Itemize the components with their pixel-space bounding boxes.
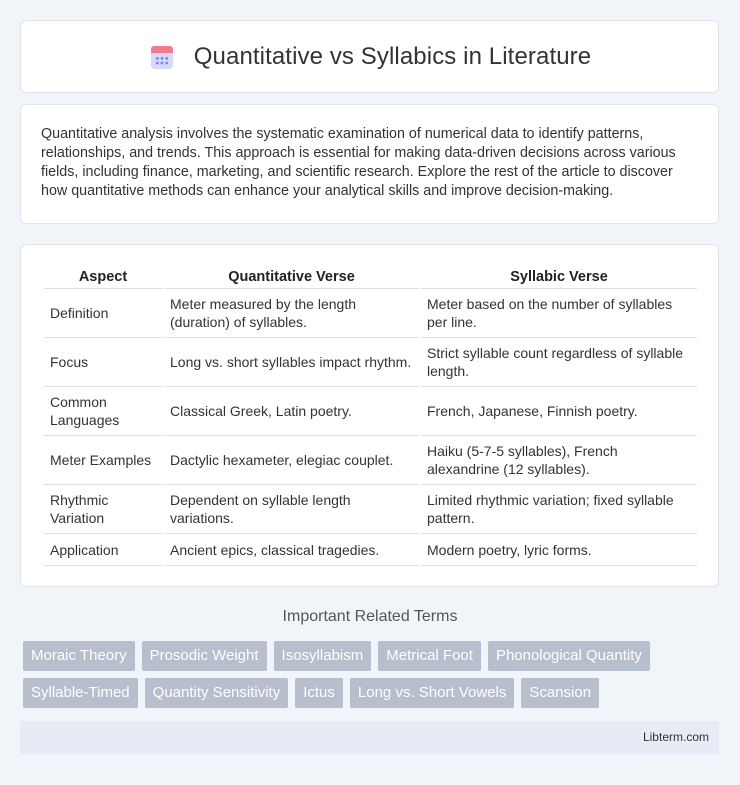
- related-terms-tags: [23, 641, 713, 715]
- table-header-row: [44, 263, 697, 289]
- tag-long-vs-short-vowels[interactable]: Long vs. Short Vowels: [350, 678, 514, 708]
- tag-moraic-theory[interactable]: Moraic Theory: [23, 641, 135, 671]
- table-cell-syllabic: Modern poetry, lyric forms.: [421, 534, 697, 566]
- tag-row: [23, 641, 713, 671]
- comparison-table: [42, 263, 699, 566]
- tag-phonological-quantity[interactable]: Phonological Quantity: [488, 641, 650, 671]
- footer-site-link[interactable]: Libterm.com: [642, 730, 709, 744]
- related-terms-heading: Important Related Terms: [282, 608, 458, 625]
- table-row: [44, 485, 697, 534]
- table-cell-quantitative: Dependent on syllable length variations.: [164, 485, 419, 534]
- footer: [20, 721, 719, 754]
- tag-ictus[interactable]: Ictus: [295, 678, 343, 708]
- title-wrap: [148, 43, 591, 71]
- table-cell-aspect: Focus: [44, 338, 162, 387]
- table-cell-aspect: Rhythmic Variation: [44, 485, 162, 534]
- column-header-syllabic: Syllabic Verse: [421, 263, 697, 289]
- table-cell-syllabic: French, Japanese, Finnish poetry.: [421, 387, 697, 436]
- table-row: [44, 387, 697, 436]
- table-cell-syllabic: Limited rhythmic variation; fixed syllable pattern.: [421, 485, 697, 534]
- table-cell-quantitative: Long vs. short syllables impact rhythm.: [164, 338, 419, 387]
- intro-text: Quantitative analysis involves the systematic examination of numerical data to identify patterns, relationships, and trends. This approach is essential for making data-driven decisions across various fields, including finance, marketing, and scientific research. Explore the rest of the article to discover how quantitative methods can enhance your analytical skills and improve decision-making.: [41, 126, 676, 199]
- table-cell-syllabic: Strict syllable count regardless of syllable length.: [421, 338, 697, 387]
- table-row: [44, 289, 697, 338]
- table-cell-aspect: Application: [44, 534, 162, 566]
- header-card: [20, 20, 719, 93]
- table-cell-syllabic: Haiku (5-7-5 syllables), French alexandrine (12 syllables).: [421, 436, 697, 485]
- table-row: [44, 534, 697, 566]
- table-cell-quantitative: Ancient epics, classical tragedies.: [164, 534, 419, 566]
- tag-metrical-foot[interactable]: Metrical Foot: [378, 641, 481, 671]
- column-header-quantitative: Quantitative Verse: [164, 263, 419, 289]
- table-cell-quantitative: Meter measured by the length (duration) of syllables.: [164, 289, 419, 338]
- tag-quantity-sensitivity[interactable]: Quantity Sensitivity: [145, 678, 289, 708]
- table-cell-syllabic: Meter based on the number of syllables per line.: [421, 289, 697, 338]
- intro-card: [20, 104, 719, 224]
- table-row: [44, 338, 697, 387]
- table-cell-aspect: Definition: [44, 289, 162, 338]
- tag-syllable-timed[interactable]: Syllable-Timed: [23, 678, 138, 708]
- tag-scansion[interactable]: Scansion: [521, 678, 599, 708]
- table-cell-quantitative: Classical Greek, Latin poetry.: [164, 387, 419, 436]
- table-cell-quantitative: Dactylic hexameter, elegiac couplet.: [164, 436, 419, 485]
- comparison-table-card: [20, 244, 719, 587]
- tag-prosodic-weight[interactable]: Prosodic Weight: [142, 641, 267, 671]
- page-title: Quantitative vs Syllabics in Literature: [193, 42, 592, 70]
- table-row: [44, 436, 697, 485]
- tag-isosyllabism[interactable]: Isosyllabism: [274, 641, 372, 671]
- tag-row: [23, 678, 713, 708]
- table-cell-aspect: Common Languages: [44, 387, 162, 436]
- column-header-aspect: Aspect: [44, 263, 162, 289]
- table-cell-aspect: Meter Examples: [44, 436, 162, 485]
- calendar-grid-icon: [148, 43, 176, 71]
